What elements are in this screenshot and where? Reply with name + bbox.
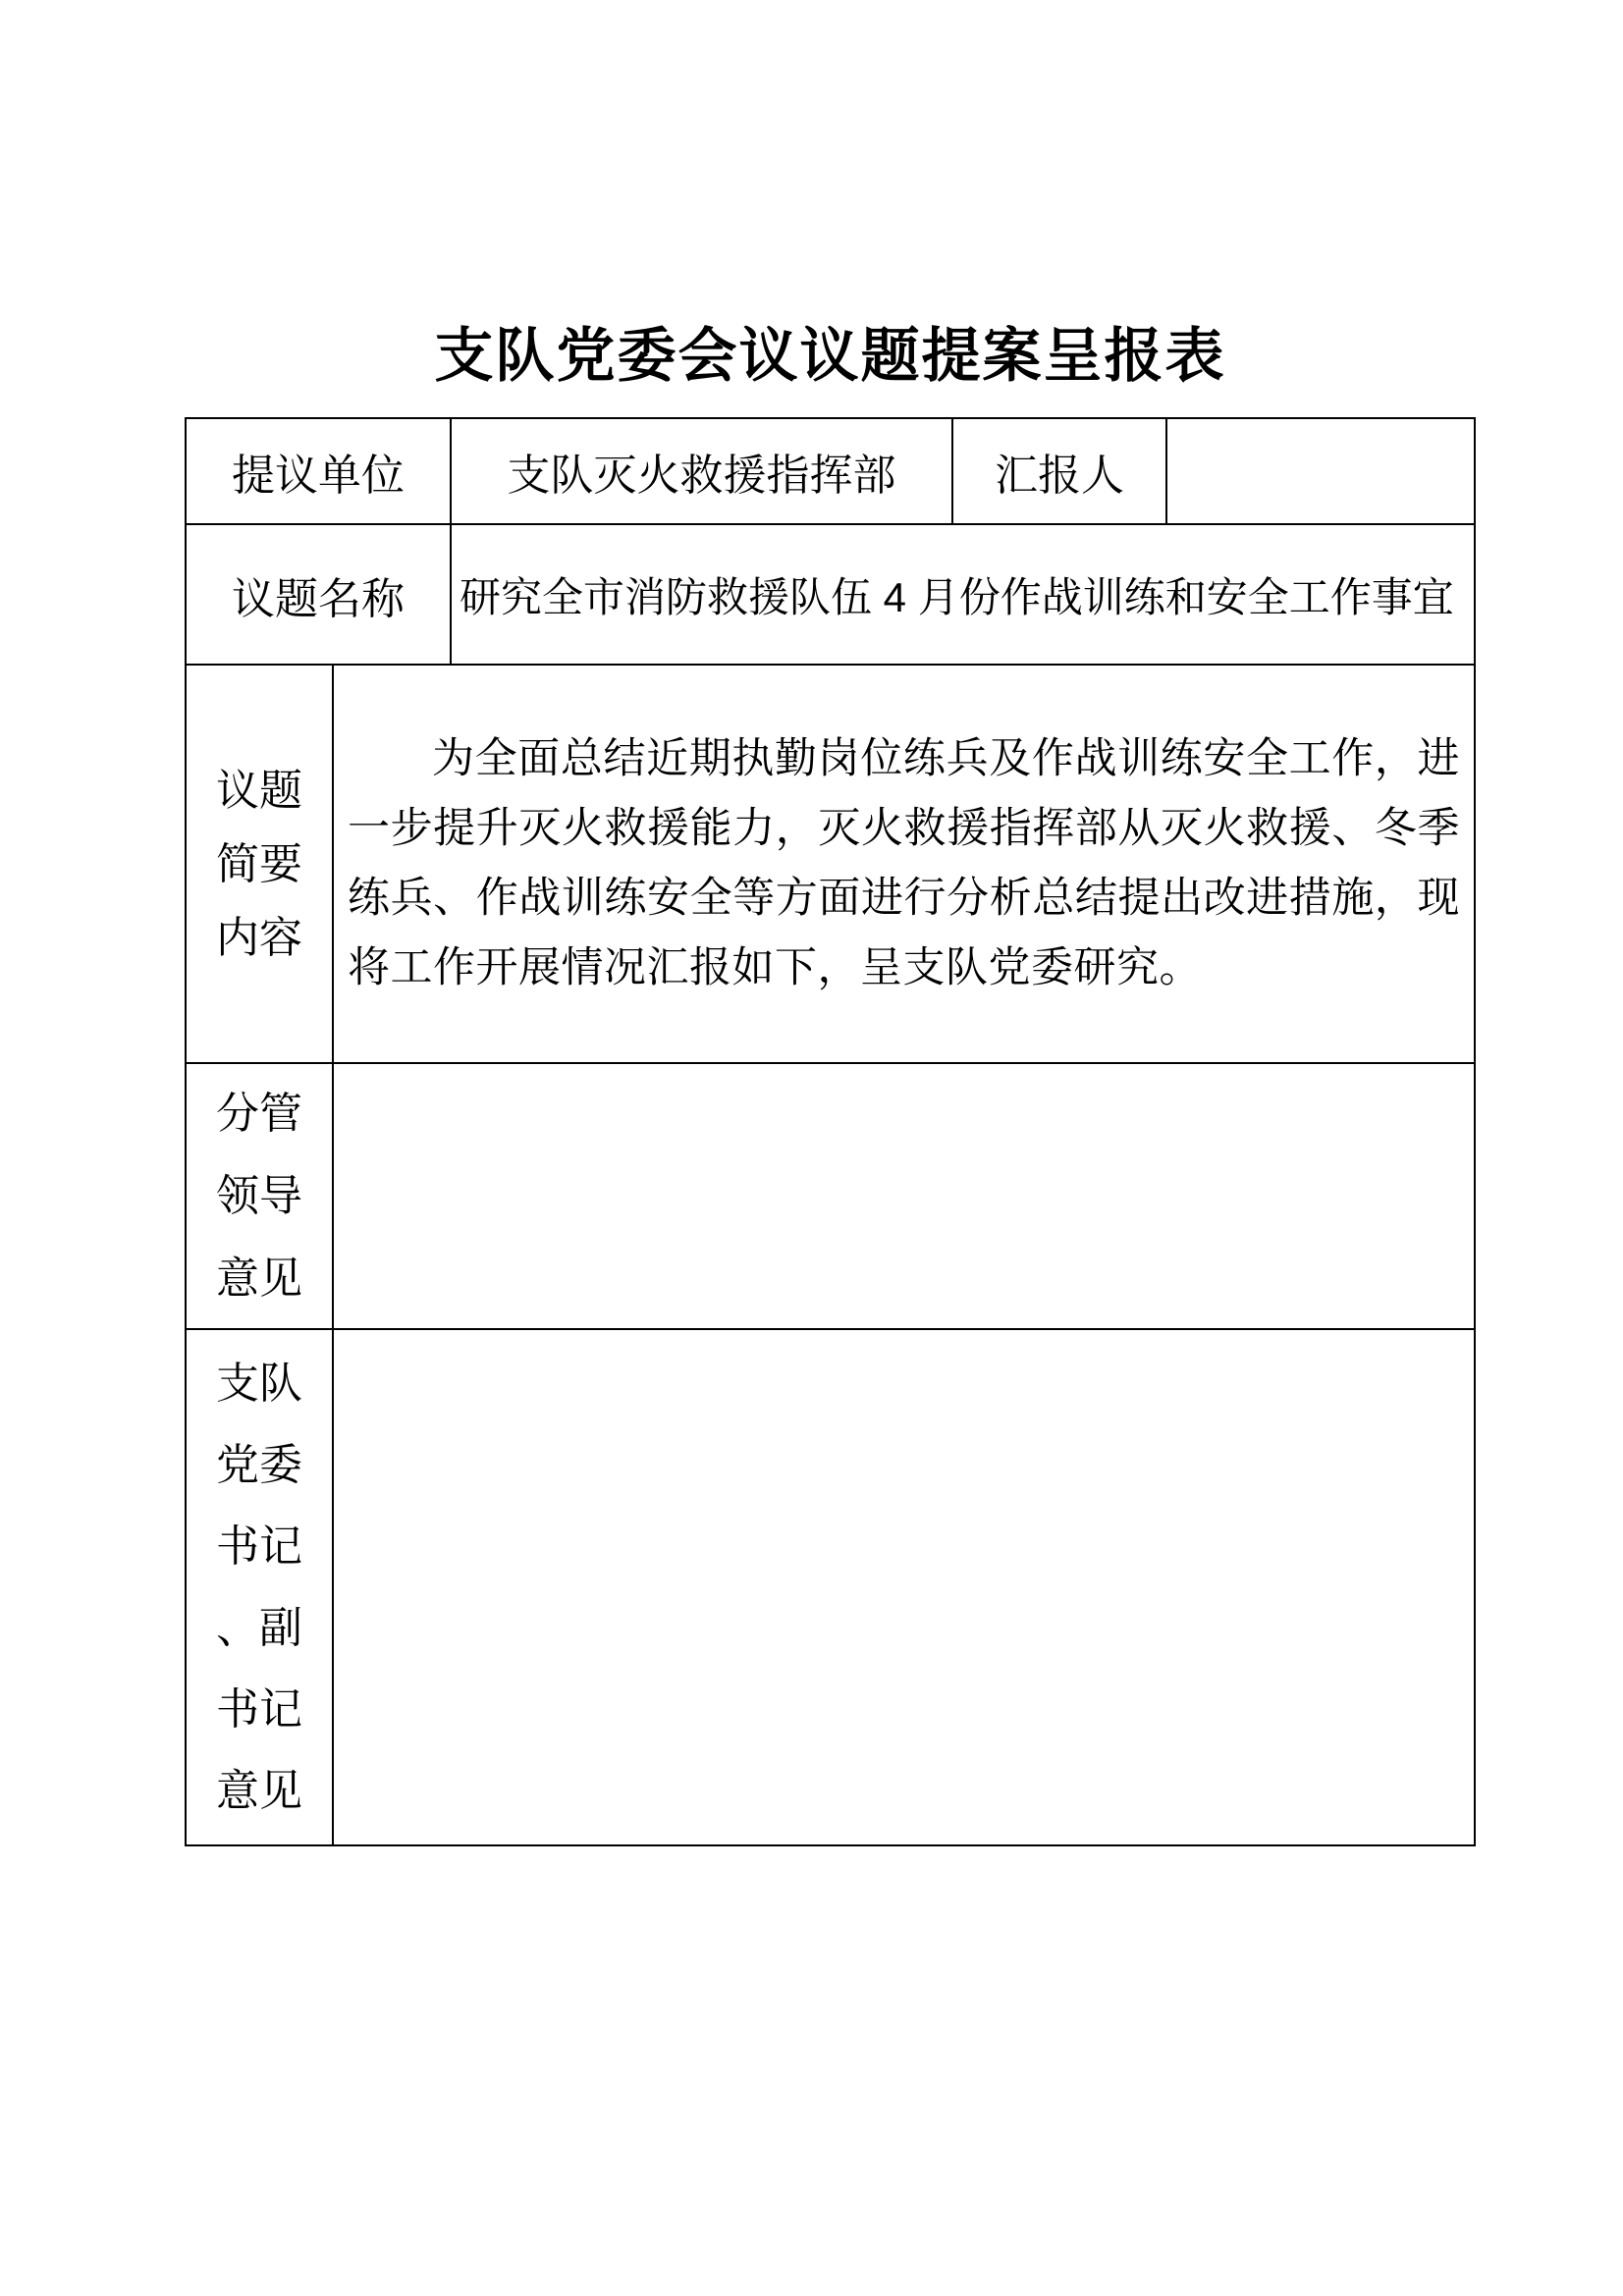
topic-summary-label-line: 议题 [216, 766, 302, 815]
page-title: 支队党委会议议题提案呈报表 [434, 323, 1226, 389]
leader-opinion-label-line: 领导 [216, 1171, 302, 1220]
proposal-form-table [185, 417, 1476, 1846]
leader-opinion-label [187, 1064, 334, 1328]
secretary-opinion-label-line: 支队 [216, 1360, 302, 1408]
topic-summary-label-line: 简要 [216, 839, 302, 888]
topic-name-label: 议题名称 [187, 525, 452, 664]
proposal-unit-label: 提议单位 [187, 419, 452, 523]
topic-summary-label-line: 内容 [216, 913, 302, 962]
leader-opinion-label-line: 分管 [216, 1089, 302, 1138]
secretary-opinion-label-line: 意见 [216, 1767, 302, 1815]
topic-summary-content-cell [334, 666, 1474, 1062]
row-leader-opinion [187, 1064, 1474, 1330]
proposal-unit-value: 支队灭火救援指挥部 [452, 419, 953, 523]
leader-opinion-label-line: 意见 [216, 1254, 302, 1303]
reporter-label: 汇报人 [953, 419, 1167, 523]
row-proposal-unit [187, 419, 1474, 525]
secretary-opinion-label-line: 党委 [216, 1441, 302, 1489]
topic-summary-label [187, 666, 334, 1062]
leader-opinion-field[interactable] [334, 1064, 1474, 1328]
secretary-opinion-field[interactable] [334, 1330, 1474, 1844]
topic-name-value: 研究全市消防救援队伍 4 月份作战训练和安全工作事宜 [460, 573, 1454, 620]
row-secretary-opinion [187, 1330, 1474, 1844]
row-topic-summary [187, 666, 1474, 1064]
secretary-opinion-label-line: 书记 [216, 1522, 302, 1571]
secretary-opinion-label-line: 、副 [216, 1604, 302, 1652]
row-topic-name [187, 525, 1474, 666]
secretary-opinion-label [187, 1330, 334, 1844]
topic-summary-content: 为全面总结近期执勤岗位练兵及作战训练安全工作，进一步提升灭火救援能力，灭火救援指挥部从灭火救援、冬季练兵、作战训练安全等方面进行分析总结提出改进措施，现将工作开展情况汇报如下，呈支队党委研究。 [348, 735, 1460, 991]
reporter-value-field[interactable] [1167, 419, 1474, 523]
secretary-opinion-label-line: 书记 [216, 1685, 302, 1734]
